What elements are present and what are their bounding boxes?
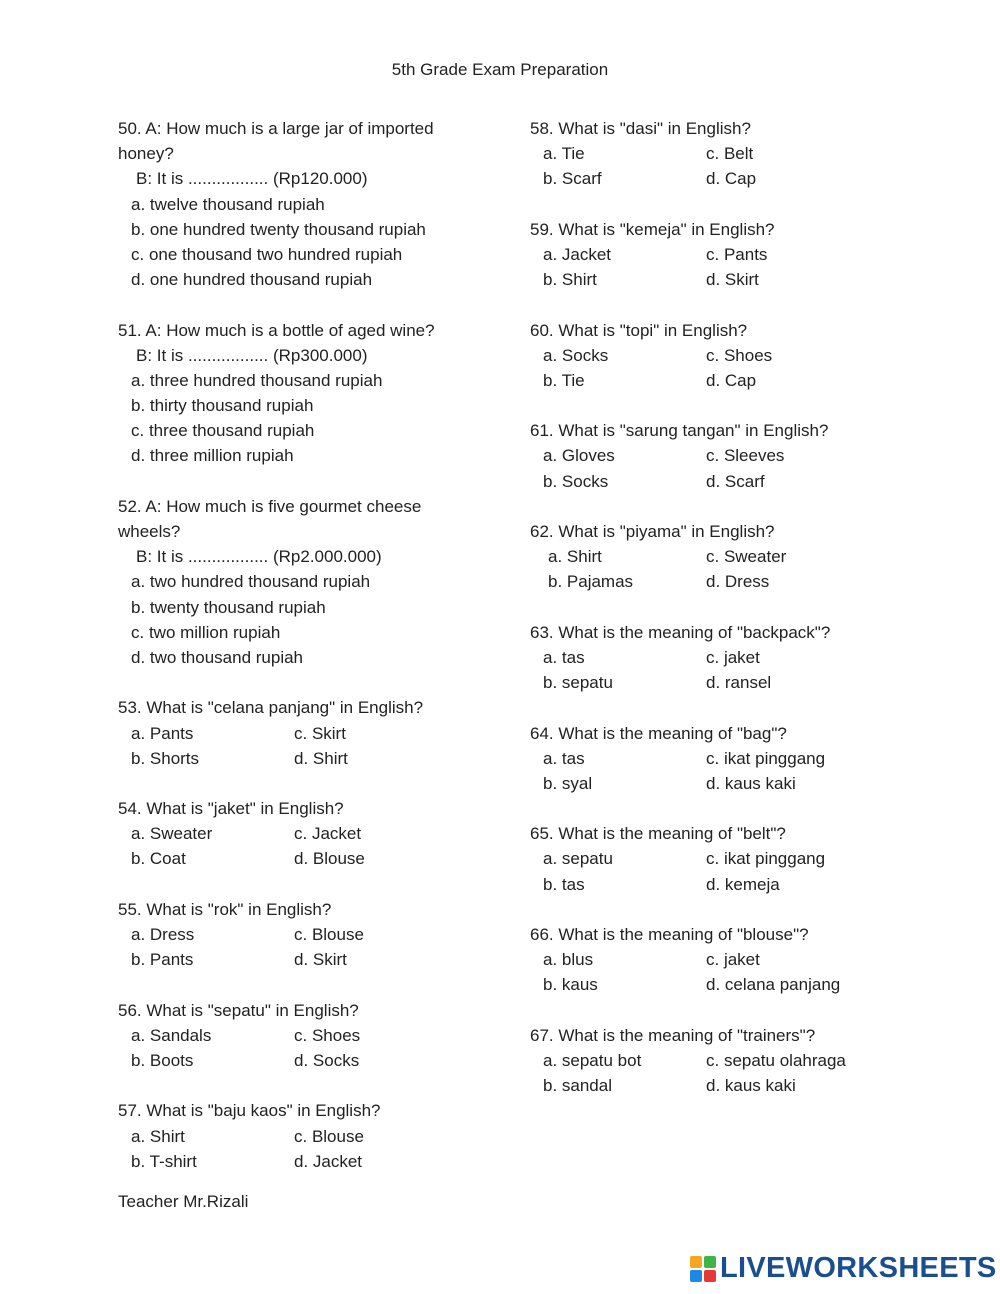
answer-option[interactable]: a. two hundred thousand rupiah: [131, 572, 371, 592]
option-row: [118, 947, 478, 972]
brand-text: LIVEWORKSHEETS: [720, 1252, 997, 1284]
answer-option[interactable]: d. three million rupiah: [131, 446, 294, 466]
answer-option[interactable]: c. jaket: [706, 950, 760, 970]
left-column: [118, 116, 478, 1199]
question-prompt: 54. What is "jaket" in English?: [118, 799, 344, 819]
answer-option[interactable]: b. Pants: [131, 950, 194, 970]
answer-option[interactable]: c. jaket: [706, 647, 760, 667]
answer-option[interactable]: a. Socks: [543, 345, 609, 365]
option-row: [530, 141, 930, 166]
answer-option[interactable]: a. Dress: [131, 925, 195, 944]
answer-option[interactable]: a. Tie: [543, 144, 585, 164]
answer-option[interactable]: a. Sweater: [131, 824, 213, 844]
answer-option[interactable]: b. Pajamas: [548, 572, 634, 592]
question-block: [530, 1023, 930, 1099]
question-prompt: 53. What is "celana panjang" in English?: [118, 698, 424, 718]
question-prompt: 57. What is "baju kaos" in English?: [118, 1101, 381, 1121]
question-block: [118, 695, 478, 771]
option-row: [118, 846, 478, 871]
answer-option[interactable]: c. Sweater: [706, 547, 787, 567]
logo-square: [704, 1256, 716, 1268]
answer-option[interactable]: d. Cap: [706, 370, 757, 390]
answer-option[interactable]: d. Skirt: [706, 270, 759, 290]
answer-option[interactable]: d. one hundred thousand rupiah: [131, 270, 373, 290]
option-row: [530, 368, 930, 393]
answer-option[interactable]: b. thirty thousand rupiah: [131, 396, 314, 416]
question-block: [530, 519, 930, 595]
answer-option[interactable]: c. Blouse: [294, 1126, 364, 1146]
question-block: [118, 318, 478, 469]
answer-option[interactable]: d. Dress: [706, 572, 770, 592]
answer-option[interactable]: b. Scarf: [543, 169, 602, 189]
question-prompt: 61. What is "sarung tangan" in English?: [530, 421, 829, 441]
option-row: [530, 872, 930, 897]
question-prompt: 62. What is "piyama" in English?: [530, 522, 775, 541]
answer-option[interactable]: d. kaus kaki: [706, 773, 796, 793]
question-prompt: 67. What is the meaning of "trainers"?: [530, 1025, 816, 1045]
answer-option[interactable]: d. Blouse: [294, 849, 365, 869]
question-prompt: 64. What is the meaning of "bag"?: [530, 723, 787, 743]
option-row: [530, 670, 930, 695]
question-prompt: 60. What is "topi" in English?: [530, 320, 748, 340]
option-row: [530, 569, 930, 594]
option-row: [530, 1048, 930, 1073]
question-prompt: wheels?: [118, 522, 181, 541]
answer-line: B: It is ................. (Rp2.000.000): [136, 547, 382, 567]
option-row: [530, 746, 930, 771]
answer-option[interactable]: c. ikat pinggang: [706, 849, 826, 869]
answer-option[interactable]: d. celana panjang: [706, 975, 841, 995]
option-row: [530, 947, 930, 972]
answer-option[interactable]: d. Skirt: [294, 950, 347, 970]
option-row: [530, 972, 930, 997]
answer-option[interactable]: b. Shorts: [131, 748, 200, 768]
question-prompt: 51. A: How much is a bottle of aged wine?: [118, 320, 435, 340]
answer-option[interactable]: c. three thousand rupiah: [131, 421, 315, 441]
option-row: [530, 469, 930, 494]
question-block: [530, 922, 930, 998]
question-prompt: honey?: [118, 144, 174, 164]
answer-option[interactable]: a. Shirt: [548, 547, 602, 567]
option-row: [118, 1048, 478, 1073]
answer-option[interactable]: d. two thousand rupiah: [131, 647, 304, 667]
answer-option[interactable]: c. Belt: [706, 144, 754, 164]
answer-option[interactable]: d. kemeja: [706, 874, 780, 894]
option-row: [118, 1149, 478, 1174]
question-block: [530, 116, 930, 192]
answer-option[interactable]: b. kaus: [543, 975, 598, 995]
question-prompt: 63. What is the meaning of "backpack"?: [530, 622, 831, 642]
logo-square: [690, 1256, 702, 1268]
answer-option[interactable]: b. T-shirt: [131, 1151, 197, 1171]
answer-option[interactable]: a. sepatu: [543, 849, 613, 869]
question-prompt: 55. What is "rok" in English?: [118, 899, 332, 919]
question-block: [118, 1098, 478, 1174]
liveworksheets-logo[interactable]: [690, 1252, 997, 1285]
answer-option[interactable]: b. tas: [543, 874, 585, 894]
question-block: [530, 620, 930, 696]
question-block: [118, 116, 478, 292]
answer-option[interactable]: a. Sandals: [131, 1025, 212, 1045]
question-block: [118, 897, 478, 973]
option-row: [530, 1073, 930, 1098]
answer-option[interactable]: a. Gloves: [543, 446, 615, 466]
answer-option[interactable]: c. one thousand two hundred rupiah: [131, 244, 403, 264]
page-title: 5th Grade Exam Preparation: [391, 60, 609, 79]
option-row: [530, 443, 930, 468]
answer-option[interactable]: d. Scarf: [706, 471, 765, 491]
teacher-name: Teacher Mr.Rizali: [118, 1192, 249, 1211]
question-prompt: 59. What is "kemeja" in English?: [530, 219, 775, 239]
answer-option[interactable]: a. Shirt: [131, 1126, 185, 1146]
option-row: [530, 343, 930, 368]
answer-option[interactable]: d. kaus kaki: [706, 1076, 796, 1096]
option-row: [530, 166, 930, 191]
answer-option[interactable]: c. Skirt: [294, 723, 346, 743]
option-row: [530, 645, 930, 670]
answer-line: B: It is ................. (Rp120.000): [136, 169, 368, 189]
answer-option[interactable]: c. Pants: [706, 244, 768, 264]
option-row: [118, 721, 478, 746]
question-block: [118, 998, 478, 1074]
option-row: [530, 267, 930, 292]
logo-icon: [690, 1256, 716, 1282]
answer-line: B: It is ................. (Rp300.000): [136, 345, 368, 365]
answer-option[interactable]: c. sepatu olahraga: [706, 1050, 846, 1070]
answer-option[interactable]: c. Sleeves: [706, 446, 785, 466]
answer-option[interactable]: b. Tie: [543, 370, 585, 390]
option-row: [118, 922, 478, 947]
option-row: [118, 1124, 478, 1149]
option-row: [530, 846, 930, 871]
answer-option[interactable]: a. Pants: [131, 723, 194, 743]
answer-option[interactable]: c. Jacket: [294, 824, 362, 844]
question-block: [118, 494, 478, 670]
answer-option[interactable]: a. three hundred thousand rupiah: [131, 370, 383, 390]
answer-option[interactable]: d. Shirt: [294, 748, 348, 768]
answer-option[interactable]: b. syal: [543, 773, 593, 793]
question-block: [530, 721, 930, 797]
answer-option[interactable]: b. Boots: [131, 1050, 194, 1070]
answer-option[interactable]: a. twelve thousand rupiah: [131, 194, 325, 214]
answer-option[interactable]: d. Cap: [706, 169, 757, 189]
logo-square: [704, 1270, 716, 1282]
option-row: [530, 544, 930, 569]
answer-option[interactable]: b. one hundred twenty thousand rupiah: [131, 219, 426, 239]
question-block: [530, 821, 930, 897]
answer-option[interactable]: d. Socks: [294, 1050, 360, 1070]
option-row: [118, 746, 478, 771]
option-row: [530, 771, 930, 796]
answer-option[interactable]: a. Jacket: [543, 244, 612, 264]
answer-option[interactable]: b. Coat: [131, 849, 186, 869]
question-block: [530, 418, 930, 494]
question-block: [118, 796, 478, 872]
answer-option[interactable]: a. blus: [543, 950, 594, 970]
question-prompt: 58. What is "dasi" in English?: [530, 119, 751, 138]
answer-option[interactable]: b. twenty thousand rupiah: [131, 597, 326, 617]
answer-option[interactable]: a. tas: [543, 748, 585, 768]
question-block: [530, 217, 930, 293]
answer-option[interactable]: c. Shoes: [706, 345, 773, 365]
logo-square: [690, 1270, 702, 1282]
answer-option[interactable]: d. Jacket: [294, 1151, 363, 1171]
answer-option[interactable]: c. ikat pinggang: [706, 748, 826, 768]
answer-option[interactable]: c. Shoes: [294, 1025, 361, 1045]
option-row: [118, 821, 478, 846]
answer-option[interactable]: b. Shirt: [543, 270, 597, 290]
question-prompt: 56. What is "sepatu" in English?: [118, 1000, 359, 1020]
answer-option[interactable]: a. sepatu bot: [543, 1050, 642, 1070]
question-prompt: 66. What is the meaning of "blouse"?: [530, 925, 809, 944]
answer-option[interactable]: c. Blouse: [294, 925, 364, 944]
option-row: [530, 242, 930, 267]
option-row: [118, 1023, 478, 1048]
question-prompt: 65. What is the meaning of "belt"?: [530, 824, 786, 844]
question-prompt: 52. A: How much is five gourmet cheese: [118, 496, 422, 516]
answer-option[interactable]: c. two million rupiah: [131, 622, 281, 642]
right-column: [530, 116, 930, 1124]
answer-option[interactable]: b. sandal: [543, 1076, 612, 1096]
answer-option[interactable]: b. sepatu: [543, 673, 613, 693]
question-block: [530, 318, 930, 394]
answer-option[interactable]: d. ransel: [706, 673, 772, 693]
answer-option[interactable]: b. Socks: [543, 471, 609, 491]
answer-option[interactable]: a. tas: [543, 647, 585, 667]
question-prompt: 50. A: How much is a large jar of imported: [118, 119, 434, 138]
